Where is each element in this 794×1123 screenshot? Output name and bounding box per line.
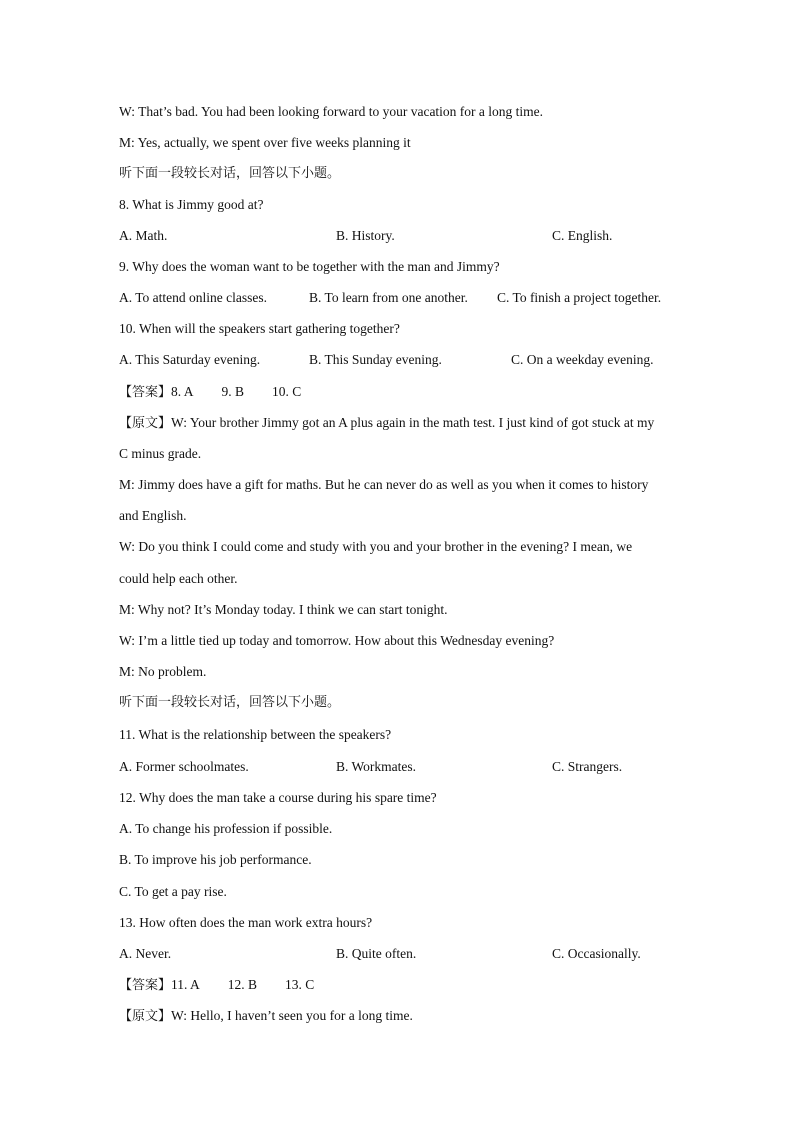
answer-item: 9. B [221, 384, 245, 399]
option-b: B. To improve his job performance. [119, 852, 312, 867]
answer-item: 10. C [272, 384, 302, 399]
transcript-line: W: Do you think I could come and study with you and your brother in the evening? I mean, we [119, 539, 633, 554]
transcript-line [119, 1007, 413, 1026]
transcript-line: W: I’m a little tied up today and tomorrow. How about this Wednesday evening? [119, 633, 555, 648]
option-c: C. Occasionally. [552, 946, 641, 961]
question-11: 11. What is the relationship between the speakers? [119, 727, 392, 742]
option-b: B. To learn from one another. [309, 290, 468, 305]
question-13: 13. How often does the man work extra hours? [119, 915, 373, 930]
question-8: 8. What is Jimmy good at? [119, 197, 264, 212]
option-b: B. Quite often. [336, 946, 417, 961]
option-a: A. To change his profession if possible. [119, 821, 333, 836]
option-a: A. Former schoolmates. [119, 759, 249, 774]
transcript-label: 【原文】 [119, 416, 172, 431]
options-row-11 [119, 758, 679, 776]
option-a: A. Math. [119, 228, 168, 243]
options-row-9 [119, 289, 679, 307]
transcript-text: W: Hello, I haven’t seen you for a long time. [171, 1008, 413, 1023]
answer-item: 11. A [171, 977, 200, 992]
answer-label: 【答案】 [119, 385, 172, 400]
answer-item: 13. C [285, 977, 315, 992]
section-instruction: 听下面一段较长对话，回答以下小题。 [119, 695, 341, 710]
transcript-text: W: Your brother Jimmy got an A plus again in the math test. I just kind of got stuck at my [171, 415, 655, 430]
question-10: 10. When will the speakers start gathering together? [119, 321, 400, 336]
option-a: A. Never. [119, 946, 172, 961]
dialogue-line: M: Yes, actually, we spent over five weeks planning it [119, 135, 411, 150]
option-a: A. This Saturday evening. [119, 352, 261, 367]
option-c: C. To finish a project together. [497, 290, 662, 305]
option-b: B. This Sunday evening. [309, 352, 442, 367]
transcript-line [119, 414, 654, 433]
transcript-line: C minus grade. [119, 446, 202, 461]
option-b: B. Workmates. [336, 759, 417, 774]
question-9: 9. Why does the woman want to be together with the man and Jimmy? [119, 259, 500, 274]
question-12: 12. Why does the man take a course during his spare time? [119, 790, 437, 805]
option-c: C. To get a pay rise. [119, 884, 227, 899]
answer-item: 12. B [227, 977, 258, 992]
transcript-line: could help each other. [119, 571, 238, 586]
option-c: C. English. [552, 228, 613, 243]
transcript-line: M: No problem. [119, 664, 207, 679]
transcript-label: 【原文】 [119, 1009, 172, 1024]
options-row-13 [119, 945, 679, 963]
answer-item: 8. A [171, 384, 194, 399]
option-c: C. Strangers. [552, 759, 623, 774]
answer-label: 【答案】 [119, 978, 172, 993]
options-row-10 [119, 351, 679, 369]
option-b: B. History. [336, 228, 395, 243]
dialogue-line: W: That’s bad. You had been looking forward to your vacation for a long time. [119, 104, 544, 119]
section-instruction: 听下面一段较长对话，回答以下小题。 [119, 166, 341, 181]
option-c: C. On a weekday evening. [511, 352, 654, 367]
option-a: A. To attend online classes. [119, 290, 268, 305]
answer-line [119, 383, 329, 402]
transcript-line: M: Why not? It’s Monday today. I think we can start tonight. [119, 602, 448, 617]
options-row-8 [119, 227, 679, 245]
answer-line [119, 976, 342, 995]
transcript-line: and English. [119, 508, 187, 523]
transcript-line: M: Jimmy does have a gift for maths. But he can never do as well as you when it comes to history [119, 477, 649, 492]
